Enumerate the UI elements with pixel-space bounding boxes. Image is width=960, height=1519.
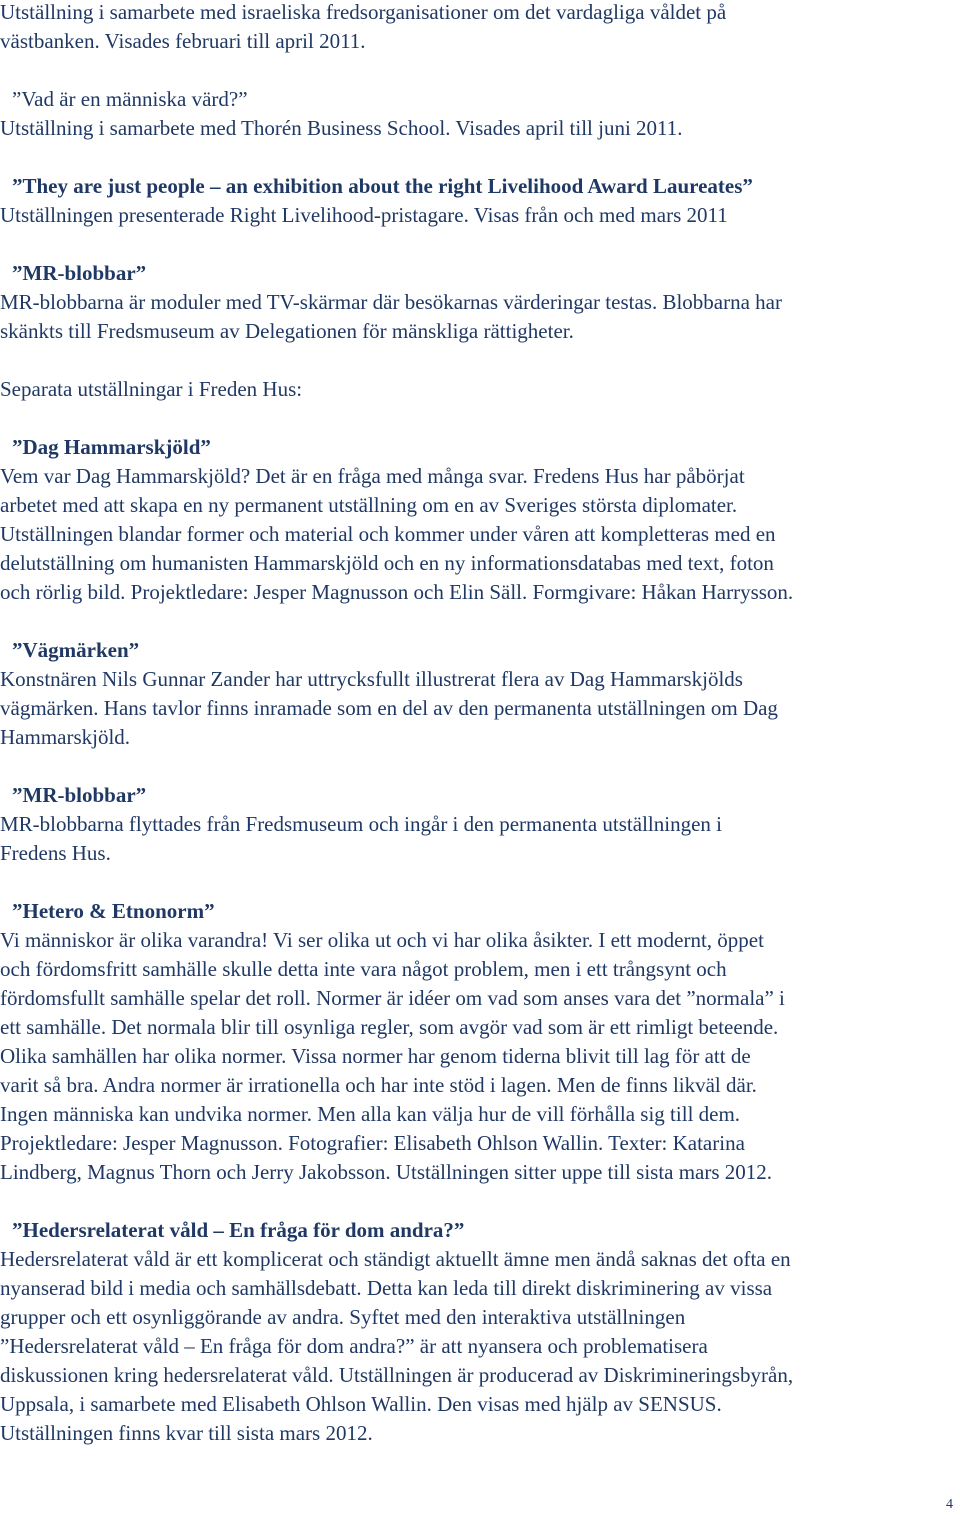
text-line: Hedersrelaterat våld är ett komplicerat och ständigt aktuellt ämne men ändå saknas det ofta en [0, 1247, 791, 1271]
text-line: Ingen människa kan undvika normer. Men alla kan välja hur de vill förhålla sig till dem. [0, 1102, 741, 1126]
text-line: Projektledare: Jesper Magnusson. Fotografier: Elisabeth Ohlson Wallin. Texter: Katarina [0, 1131, 745, 1155]
text-line: Utställningen presenterade Right Livelihood-pristagare. Visas från och med mars 2011 [0, 203, 728, 227]
text-line: Utställningen finns kvar till sista mars 2012. [0, 1421, 373, 1445]
text-line: arbetet med att skapa en ny permanent utställning om en av Sveriges största diplomater. [0, 493, 738, 517]
section-heading: ”MR-blobbar” [12, 783, 147, 807]
text-line: grupper och ett osynliggörande av andra. Syftet med den interaktiva utställningen [0, 1305, 686, 1329]
text-line: varit så bra. Andra normer är irrationella och har inte stöd i lagen. Men de finns likväl där. [0, 1073, 757, 1097]
section-heading: ”Dag Hammarskjöld” [12, 435, 211, 459]
text-line: och fördomsfritt samhälle skulle detta inte vara något problem, men i ett trångsynt och [0, 957, 727, 981]
section-heading: ”Vägmärken” [12, 638, 140, 662]
text-line: MR-blobbarna flyttades från Fredsmuseum och ingår i den permanenta utställningen i [0, 812, 722, 836]
text-line: ”Vad är en människa värd?” [12, 87, 248, 111]
text-line: och rörlig bild. Projektledare: Jesper Magnusson och Elin Säll. Formgivare: Håkan Harrysson. [0, 580, 794, 604]
text-line: MR-blobbarna är moduler med TV-skärmar där besökarnas värderingar testas. Blobbarna har [0, 290, 782, 314]
section-heading: ”MR-blobbar” [12, 261, 147, 285]
text-line: Vem var Dag Hammarskjöld? Det är en fråga med många svar. Fredens Hus har påbörjat [0, 464, 745, 488]
text-line: västbanken. Visades februari till april 2011. [0, 29, 366, 53]
section-heading: ”Hedersrelaterat våld – En fråga för dom andra?” [12, 1218, 465, 1242]
text-line: Utställning i samarbete med Thorén Business School. Visades april till juni 2011. [0, 116, 683, 140]
text-line: diskussionen kring hedersrelaterat våld. Utställningen är producerad av Diskrimineringsbyrån, [0, 1363, 794, 1387]
text-line: Olika samhällen har olika normer. Vissa normer har genom tiderna blivit till lag för att de [0, 1044, 751, 1068]
text-line: Vi människor är olika varandra! Vi ser olika ut och vi har olika åsikter. I ett modernt, öppet [0, 928, 764, 952]
text-line: Utställningen blandar former och material och kommer under våren att kompletteras med en [0, 522, 776, 546]
text-line: nyanserad bild i media och samhällsdebatt. Detta kan leda till direkt diskriminering av vissa [0, 1276, 773, 1300]
text-line: ”Hedersrelaterat våld – En fråga för dom andra?” är att nyansera och problematisera [0, 1334, 708, 1358]
text-line: Utställning i samarbete med israeliska fredsorganisationer om det vardagliga våldet på [0, 0, 727, 24]
text-line: Separata utställningar i Freden Hus: [0, 377, 303, 401]
text-line: skänkts till Fredsmuseum av Delegationen för mänskliga rättigheter. [0, 319, 574, 343]
text-line: delutställning om humanisten Hammarskjöld och en ny informationsdatabas med text, foton [0, 551, 774, 575]
text-line: Lindberg, Magnus Thorn och Jerry Jakobsson. Utställningen sitter uppe till sista mars 2012. [0, 1160, 773, 1184]
section-heading: ”Hetero & Etnonorm” [12, 899, 215, 923]
text-line: Konstnären Nils Gunnar Zander har uttrycksfullt illustrerat flera av Dag Hammarskjölds [0, 667, 743, 691]
page-number: 4 [946, 1497, 953, 1512]
text-line: Uppsala, i samarbete med Elisabeth Ohlson Wallin. Den visas med hjälp av SENSUS. [0, 1392, 722, 1416]
section-heading: ”They are just people – an exhibition about the right Livelihood Award Laureates” [12, 174, 753, 198]
text-line: Fredens Hus. [0, 841, 111, 865]
text-line: fördomsfullt samhälle spelar det roll. Normer är idéer om vad som anses vara det ”normala” i [0, 986, 785, 1010]
text-line: ett samhälle. Det normala blir till osynliga regler, som avgör vad som är ett rimligt beteende. [0, 1015, 779, 1039]
text-line: Hammarskjöld. [0, 725, 131, 749]
text-line: vägmärken. Hans tavlor finns inramade som en del av den permanenta utställningen om Dag [0, 696, 778, 720]
